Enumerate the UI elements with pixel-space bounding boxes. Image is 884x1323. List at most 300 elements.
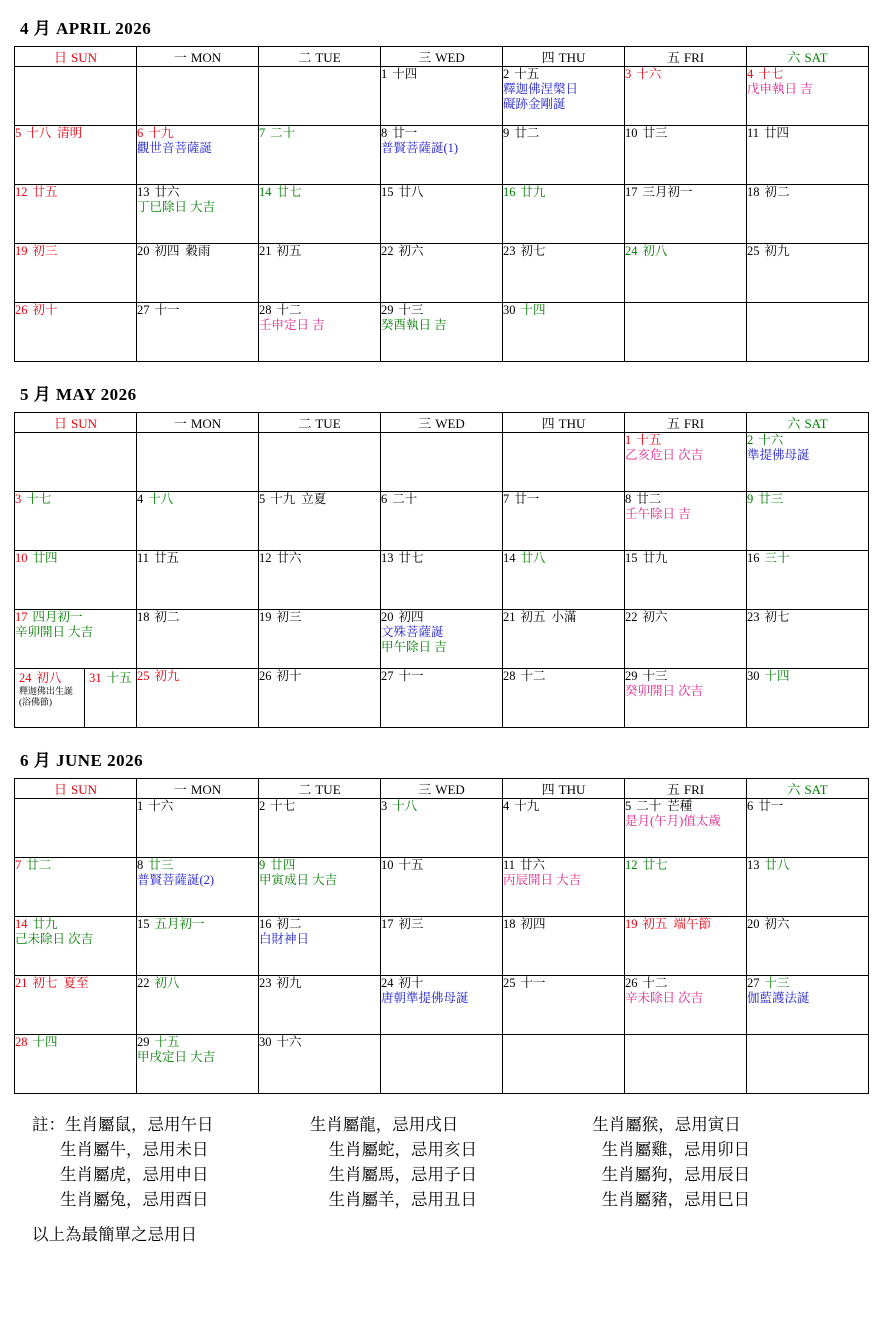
day-header (381, 244, 502, 259)
day-number: 2 (259, 799, 266, 813)
lunar-date: 初二 (276, 917, 302, 931)
lunar-date: 十九 (270, 492, 296, 506)
lunar-date: 廿五 (154, 551, 180, 565)
day-number: 26 (259, 669, 272, 683)
day-number: 9 (259, 858, 266, 872)
day-header (747, 244, 868, 259)
day-cell[interactable] (747, 799, 869, 858)
day-header (625, 492, 746, 507)
day-header (15, 610, 136, 625)
day-cell[interactable] (15, 126, 137, 185)
weekday-header (625, 779, 747, 799)
day-cell[interactable] (137, 126, 259, 185)
week-row (15, 669, 869, 728)
lunar-date: 十三 (764, 976, 790, 990)
day-cell[interactable] (503, 67, 625, 126)
day-header (747, 551, 868, 566)
day-cell[interactable] (625, 185, 747, 244)
day-cell[interactable] (259, 492, 381, 551)
day-number: 1 (137, 799, 144, 813)
weekday-header (503, 413, 625, 433)
day-header (259, 610, 380, 625)
day-number: 24 (625, 244, 638, 258)
month-block (14, 380, 870, 728)
lunar-date: 廿七 (276, 185, 302, 199)
day-cell[interactable] (747, 185, 869, 244)
day-cell[interactable] (503, 669, 625, 728)
lunar-date: 初九 (276, 976, 302, 990)
note-row (14, 1162, 870, 1187)
lunar-date: 廿九 (642, 551, 668, 565)
weekday-en: MON (190, 782, 222, 797)
day-cell[interactable] (747, 492, 869, 551)
day-cell[interactable] (137, 917, 259, 976)
lunar-date: 十九 (514, 799, 540, 813)
lunar-date: 十七 (270, 799, 296, 813)
day-cell[interactable] (625, 858, 747, 917)
day-header (503, 610, 624, 625)
lunar-date: 五月初一 (154, 917, 205, 931)
lunar-date: 十五 (154, 1035, 180, 1049)
weekday-header (259, 779, 381, 799)
day-cell[interactable] (747, 244, 869, 303)
lunar-date: 廿九 (32, 917, 58, 931)
lunar-date: 十三 (398, 303, 424, 317)
day-note: 辛未除日 次吉 (625, 991, 704, 1005)
day-number: 29 (137, 1035, 150, 1049)
lunar-date: 二十 (636, 799, 662, 813)
weekday-en: FRI (683, 416, 705, 431)
day-header (625, 917, 746, 932)
day-header (15, 244, 136, 259)
empty-cell (137, 433, 259, 492)
lunar-date: 廿一 (514, 492, 540, 506)
day-note: 甲戌定日 大吉 (137, 1050, 216, 1064)
zodiac-notes (14, 1112, 870, 1247)
day-cell[interactable] (259, 126, 381, 185)
day-cell[interactable] (137, 858, 259, 917)
day-cell[interactable] (625, 492, 747, 551)
day-number: 10 (625, 126, 638, 140)
day-cell[interactable] (15, 492, 137, 551)
day-cell[interactable] (259, 976, 381, 1035)
lunar-date: 廿三 (148, 858, 174, 872)
day-number: 11 (137, 551, 150, 565)
day-cell[interactable] (15, 1035, 137, 1094)
day-cell[interactable] (625, 917, 747, 976)
day-header (259, 126, 380, 141)
note-row (14, 1112, 870, 1137)
lunar-date: 十四 (32, 1035, 58, 1049)
day-cell[interactable] (381, 917, 503, 976)
day-number: 18 (137, 610, 150, 624)
day-number: 28 (503, 669, 516, 683)
week-row (15, 126, 869, 185)
day-cell[interactable] (259, 244, 381, 303)
day-cell[interactable] (15, 610, 137, 669)
day-number: 13 (137, 185, 150, 199)
day-cell[interactable] (503, 917, 625, 976)
day-cell[interactable] (503, 799, 625, 858)
week-row (15, 303, 869, 362)
day-number: 19 (259, 610, 272, 624)
day-number: 31 (89, 671, 102, 685)
day-note: 觀世音菩薩誕 (137, 141, 213, 155)
lunar-date: 十五 (636, 433, 662, 447)
day-cell[interactable] (503, 858, 625, 917)
day-note: 釋迦佛涅槃日 (503, 82, 579, 96)
weekday-header (137, 413, 259, 433)
day-header (15, 1035, 136, 1050)
day-number: 27 (747, 976, 760, 990)
solar-term: 端午節 (673, 917, 712, 931)
day-cell[interactable] (503, 303, 625, 362)
day-cell[interactable] (259, 858, 381, 917)
day-cell[interactable] (259, 799, 381, 858)
day-cell[interactable] (381, 185, 503, 244)
day-number: 18 (747, 185, 760, 199)
day-number: 22 (137, 976, 150, 990)
weekday-en: WED (435, 416, 465, 431)
day-number: 12 (259, 551, 272, 565)
day-number: 22 (381, 244, 394, 258)
day-number: 17 (625, 185, 638, 199)
week-row (15, 492, 869, 551)
day-number: 8 (381, 126, 388, 140)
day-cell[interactable] (381, 244, 503, 303)
weekday-cn: 六 (787, 50, 801, 65)
lunar-date: 十六 (148, 799, 174, 813)
day-cell[interactable] (137, 492, 259, 551)
day-number: 14 (503, 551, 516, 565)
day-cell[interactable] (15, 917, 137, 976)
day-number: 7 (259, 126, 266, 140)
lunar-date: 十七 (758, 67, 784, 81)
day-note: 白財神日 (259, 932, 310, 946)
weekday-en: WED (435, 782, 465, 797)
day-header (137, 976, 258, 991)
day-cell[interactable] (15, 858, 137, 917)
day-cell[interactable] (747, 610, 869, 669)
lunar-date: 初十 (32, 303, 58, 317)
day-cell[interactable] (625, 669, 747, 728)
day-cell[interactable] (137, 1035, 259, 1094)
day-cell[interactable] (625, 551, 747, 610)
lunar-date: 廿六 (276, 551, 302, 565)
weekday-cn: 二 (298, 416, 312, 431)
day-note: 甲午除日 吉 (381, 640, 447, 654)
lunar-date: 廿四 (32, 551, 58, 565)
month-title: 6 月 JUNE 2026 (20, 751, 144, 770)
lunar-date: 廿八 (764, 858, 790, 872)
day-header (15, 126, 136, 141)
lunar-date: 廿八 (520, 551, 546, 565)
lunar-date: 二十 (392, 492, 418, 506)
day-header (381, 858, 502, 873)
day-number: 1 (381, 67, 388, 81)
weekday-en: THU (558, 50, 586, 65)
lunar-date: 十八 (26, 126, 52, 140)
weekday-header (15, 413, 137, 433)
day-header (89, 671, 134, 686)
solar-term: 清明 (57, 126, 83, 140)
day-cell[interactable] (503, 551, 625, 610)
day-cell[interactable] (15, 303, 137, 362)
day-header (259, 799, 380, 814)
weekday-cn: 五 (666, 782, 680, 797)
day-header (747, 799, 868, 814)
day-cell[interactable] (625, 610, 747, 669)
day-cell[interactable] (259, 185, 381, 244)
lunar-date: 十八 (148, 492, 174, 506)
calendar-table (14, 412, 869, 728)
weekday-cn: 一 (173, 50, 187, 65)
weekday-cn: 日 (53, 782, 67, 797)
weekday-header (625, 47, 747, 67)
lunar-date: 初八 (154, 976, 180, 990)
day-cell[interactable] (747, 126, 869, 185)
day-cell[interactable] (747, 858, 869, 917)
day-note: 礙跡金剛誕 (503, 97, 566, 111)
day-number: 9 (747, 492, 754, 506)
day-note: 伽藍護法誕 (747, 991, 810, 1005)
day-cell[interactable] (381, 551, 503, 610)
day-cell[interactable] (137, 976, 259, 1035)
day-cell[interactable] (747, 551, 869, 610)
day-cell[interactable] (137, 799, 259, 858)
weekday-header (747, 779, 869, 799)
weekday-en: SUN (71, 50, 98, 65)
lunar-date: 四月初一 (32, 610, 83, 624)
lunar-date: 廿六 (520, 858, 546, 872)
day-number: 20 (137, 244, 150, 258)
day-header (503, 917, 624, 932)
weekday-en: SUN (71, 416, 98, 431)
day-cell[interactable] (503, 185, 625, 244)
day-header (503, 492, 624, 507)
day-cell[interactable] (503, 492, 625, 551)
day-cell[interactable] (381, 67, 503, 126)
day-number: 11 (747, 126, 760, 140)
lunar-date: 廿七 (398, 551, 424, 565)
empty-cell (15, 799, 137, 858)
day-number: 18 (503, 917, 516, 931)
day-header (503, 551, 624, 566)
day-cell[interactable] (625, 126, 747, 185)
lunar-date: 十八 (392, 799, 418, 813)
weekday-cn: 六 (787, 416, 801, 431)
lunar-date: 二十 (270, 126, 296, 140)
weekday-en: FRI (683, 782, 705, 797)
day-cell[interactable] (625, 799, 747, 858)
lunar-date: 十六 (758, 433, 784, 447)
lunar-date: 初五 (276, 244, 302, 258)
day-number: 16 (259, 917, 272, 931)
weekday-en: THU (558, 416, 586, 431)
day-number: 9 (503, 126, 510, 140)
day-cell[interactable] (137, 185, 259, 244)
day-number: 20 (747, 917, 760, 931)
weekday-en: SUN (71, 782, 98, 797)
day-header (503, 126, 624, 141)
day-header (259, 185, 380, 200)
solar-term: 夏至 (63, 976, 89, 990)
day-header (747, 858, 868, 873)
day-cell[interactable] (137, 610, 259, 669)
day-number: 24 (19, 671, 32, 685)
weekday-cn: 一 (173, 416, 187, 431)
week-row (15, 799, 869, 858)
lunar-date: 初四 (520, 917, 546, 931)
day-header (137, 1035, 258, 1050)
note-cell: 註：生肖屬鼠，忌用午日 (32, 1115, 214, 1134)
lunar-date: 十四 (392, 67, 418, 81)
lunar-date: 十四 (520, 303, 546, 317)
day-cell[interactable] (259, 551, 381, 610)
day-note: (浴佛節) (19, 697, 52, 707)
lunar-date: 初七 (32, 976, 58, 990)
day-cell[interactable] (259, 610, 381, 669)
weekday-header (137, 47, 259, 67)
day-cell[interactable] (381, 858, 503, 917)
day-cell[interactable] (503, 126, 625, 185)
split-day-cell[interactable] (15, 669, 137, 728)
lunar-date: 初五 (642, 917, 668, 931)
lunar-date: 廿一 (758, 799, 784, 813)
day-note: 準提佛母誕 (747, 448, 810, 462)
lunar-date: 廿五 (32, 185, 58, 199)
day-cell[interactable] (259, 917, 381, 976)
day-cell[interactable] (747, 433, 869, 492)
day-cell[interactable] (625, 433, 747, 492)
lunar-date: 廿九 (520, 185, 546, 199)
weekday-header (503, 779, 625, 799)
day-cell[interactable] (137, 244, 259, 303)
day-cell[interactable] (15, 244, 137, 303)
day-cell[interactable] (259, 303, 381, 362)
day-cell[interactable] (137, 669, 259, 728)
week-row (15, 976, 869, 1035)
day-cell[interactable] (15, 551, 137, 610)
lunar-date: 十五 (398, 858, 424, 872)
empty-cell (503, 433, 625, 492)
day-cell[interactable] (15, 669, 85, 727)
week-row (15, 67, 869, 126)
day-cell[interactable] (259, 669, 381, 728)
note-cell: 生肖屬牛，忌用未日 (60, 1140, 209, 1159)
day-header (137, 917, 258, 932)
lunar-date: 十九 (148, 126, 174, 140)
day-cell[interactable] (747, 669, 869, 728)
solar-term: 小滿 (551, 610, 577, 624)
day-header (747, 492, 868, 507)
day-header (747, 185, 868, 200)
day-cell[interactable] (137, 551, 259, 610)
day-cell[interactable] (747, 976, 869, 1035)
day-cell[interactable] (381, 799, 503, 858)
day-note: 己未除日 次吉 (15, 932, 94, 946)
day-header (15, 858, 136, 873)
day-cell[interactable] (503, 976, 625, 1035)
day-number: 14 (15, 917, 28, 931)
weekday-cn: 二 (298, 782, 312, 797)
lunar-date: 十六 (636, 67, 662, 81)
day-header (503, 669, 624, 684)
day-cell[interactable] (625, 976, 747, 1035)
weekday-header-row (15, 47, 869, 67)
day-cell[interactable] (747, 67, 869, 126)
day-header (137, 799, 258, 814)
day-note: 普賢菩薩誕(1) (381, 141, 459, 155)
day-header (381, 976, 502, 991)
weekday-cn: 五 (666, 416, 680, 431)
day-header (747, 669, 868, 684)
empty-cell (15, 67, 137, 126)
day-cell[interactable] (381, 492, 503, 551)
weekday-header (137, 779, 259, 799)
day-cell[interactable] (381, 610, 503, 669)
weekday-header (747, 413, 869, 433)
lunar-date: 初三 (32, 244, 58, 258)
day-header (15, 303, 136, 318)
day-cell[interactable] (259, 1035, 381, 1094)
day-header (259, 551, 380, 566)
day-cell[interactable] (15, 976, 137, 1035)
day-header (137, 185, 258, 200)
day-note: 戊申執日 吉 (747, 82, 813, 96)
day-number: 27 (381, 669, 394, 683)
day-cell[interactable] (381, 126, 503, 185)
day-header (15, 185, 136, 200)
lunar-date: 廿三 (758, 492, 784, 506)
day-cell[interactable] (381, 303, 503, 362)
day-header (381, 185, 502, 200)
day-header (259, 244, 380, 259)
day-cell[interactable] (503, 244, 625, 303)
day-number: 16 (747, 551, 760, 565)
day-cell[interactable] (381, 976, 503, 1035)
solar-term: 芒種 (667, 799, 693, 813)
day-cell[interactable] (137, 303, 259, 362)
day-cell[interactable] (503, 610, 625, 669)
day-number: 12 (15, 185, 28, 199)
day-header (503, 799, 624, 814)
day-number: 10 (381, 858, 394, 872)
weekday-cn: 五 (666, 50, 680, 65)
day-number: 21 (259, 244, 272, 258)
lunar-date: 廿二 (514, 126, 540, 140)
day-cell[interactable] (85, 669, 136, 727)
day-number: 7 (15, 858, 22, 872)
day-cell[interactable] (15, 185, 137, 244)
lunar-date: 初三 (276, 610, 302, 624)
day-number: 2 (503, 67, 510, 81)
lunar-date: 十一 (398, 669, 424, 683)
day-header (625, 669, 746, 684)
day-cell[interactable] (381, 669, 503, 728)
day-cell[interactable] (625, 67, 747, 126)
day-cell[interactable] (747, 917, 869, 976)
day-number: 20 (381, 610, 394, 624)
lunar-date: 初六 (642, 610, 668, 624)
day-header (259, 917, 380, 932)
day-header (259, 303, 380, 318)
day-header (625, 976, 746, 991)
day-number: 25 (747, 244, 760, 258)
day-number: 26 (15, 303, 28, 317)
day-header (137, 858, 258, 873)
day-cell[interactable] (625, 244, 747, 303)
